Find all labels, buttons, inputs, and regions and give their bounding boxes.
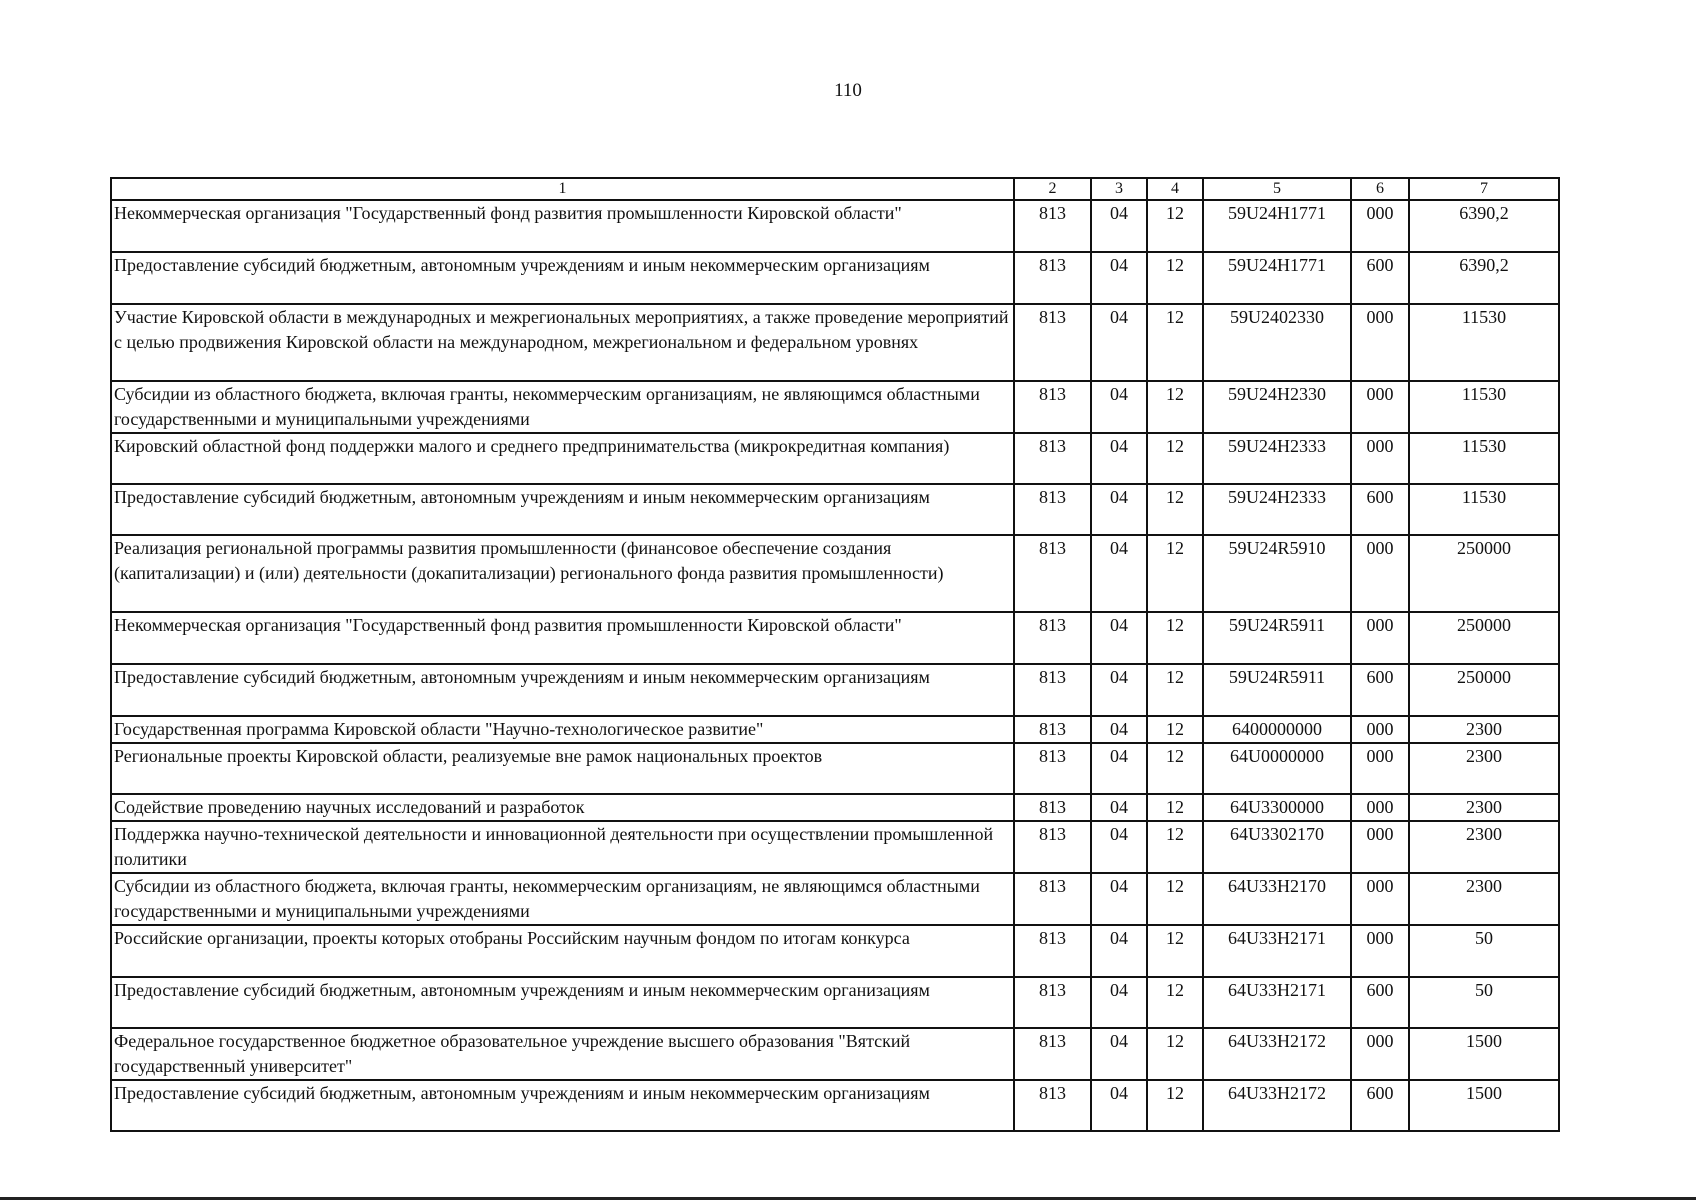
amount-cell: 50 <box>1409 925 1559 977</box>
section-cell: 04 <box>1091 664 1147 716</box>
gr-code-cell: 813 <box>1014 794 1091 821</box>
target-code-cell: 59U24H1771 <box>1203 252 1351 304</box>
expense-type-cell: 000 <box>1351 535 1409 612</box>
section-cell: 04 <box>1091 977 1147 1028</box>
target-code-cell: 6400000000 <box>1203 716 1351 743</box>
amount-cell: 2300 <box>1409 716 1559 743</box>
expense-type-cell: 600 <box>1351 484 1409 535</box>
name-cell: Российские организации, проекты которых отобраны Российским научным фондом по итогам конкурса <box>111 925 1014 977</box>
section-cell: 04 <box>1091 1028 1147 1080</box>
subsection-cell: 12 <box>1147 794 1203 821</box>
name-cell: Некоммерческая организация "Государственный фонд развития промышленности Кировской области" <box>111 200 1014 252</box>
target-code-cell: 59U2402330 <box>1203 304 1351 381</box>
table-row <box>111 873 1559 925</box>
header-cell-4: 4 <box>1147 178 1203 200</box>
header-cell-2: 2 <box>1014 178 1091 200</box>
subsection-cell: 12 <box>1147 433 1203 484</box>
expense-type-cell: 000 <box>1351 200 1409 252</box>
name-cell: Субсидии из областного бюджета, включая гранты, некоммерческим организациям, не являющимся областными государственными и муниципальными учреждениями <box>111 381 1014 433</box>
subsection-cell: 12 <box>1147 1080 1203 1131</box>
target-code-cell: 64U33H2171 <box>1203 925 1351 977</box>
subsection-cell: 12 <box>1147 925 1203 977</box>
section-cell: 04 <box>1091 873 1147 925</box>
section-cell: 04 <box>1091 821 1147 873</box>
name-cell: Региональные проекты Кировской области, реализуемые вне рамок национальных проектов <box>111 743 1014 794</box>
target-code-cell: 59U24H2330 <box>1203 381 1351 433</box>
target-code-cell: 59U24R5911 <box>1203 612 1351 664</box>
amount-cell: 6390,2 <box>1409 252 1559 304</box>
expense-type-cell: 000 <box>1351 433 1409 484</box>
amount-cell: 1500 <box>1409 1028 1559 1080</box>
gr-code-cell: 813 <box>1014 925 1091 977</box>
section-cell: 04 <box>1091 1080 1147 1131</box>
table-row <box>111 381 1559 433</box>
gr-code-cell: 813 <box>1014 1080 1091 1131</box>
name-cell: Предоставление субсидий бюджетным, автономным учреждениям и иным некоммерческим организациям <box>111 977 1014 1028</box>
header-cell-3: 3 <box>1091 178 1147 200</box>
table-row <box>111 716 1559 743</box>
header-cell-6: 6 <box>1351 178 1409 200</box>
table-row <box>111 664 1559 716</box>
target-code-cell: 64U33H2171 <box>1203 977 1351 1028</box>
expense-type-cell: 000 <box>1351 716 1409 743</box>
amount-cell: 250000 <box>1409 535 1559 612</box>
name-cell: Предоставление субсидий бюджетным, автономным учреждениям и иным некоммерческим организациям <box>111 484 1014 535</box>
gr-code-cell: 813 <box>1014 821 1091 873</box>
subsection-cell: 12 <box>1147 743 1203 794</box>
table-row <box>111 1028 1559 1080</box>
table-row <box>111 200 1559 252</box>
expense-type-cell: 000 <box>1351 821 1409 873</box>
expense-type-cell: 600 <box>1351 252 1409 304</box>
name-cell: Некоммерческая организация "Государственный фонд развития промышленности Кировской области" <box>111 612 1014 664</box>
amount-cell: 11530 <box>1409 304 1559 381</box>
gr-code-cell: 813 <box>1014 535 1091 612</box>
target-code-cell: 64U0000000 <box>1203 743 1351 794</box>
name-cell: Поддержка научно-технической деятельности и инновационной деятельности при осуществлении промышленной политики <box>111 821 1014 873</box>
section-cell: 04 <box>1091 433 1147 484</box>
amount-cell: 2300 <box>1409 821 1559 873</box>
subsection-cell: 12 <box>1147 252 1203 304</box>
subsection-cell: 12 <box>1147 381 1203 433</box>
gr-code-cell: 813 <box>1014 612 1091 664</box>
page-number: 110 <box>834 80 862 101</box>
expense-type-cell: 600 <box>1351 1080 1409 1131</box>
section-cell: 04 <box>1091 925 1147 977</box>
table-row <box>111 304 1559 381</box>
amount-cell: 2300 <box>1409 794 1559 821</box>
table-row <box>111 433 1559 484</box>
budget-table <box>110 177 1560 1132</box>
name-cell: Государственная программа Кировской области "Научно-технологическое развитие" <box>111 716 1014 743</box>
table-body <box>111 200 1559 1131</box>
table-row <box>111 1080 1559 1131</box>
name-cell: Предоставление субсидий бюджетным, автономным учреждениям и иным некоммерческим организациям <box>111 664 1014 716</box>
expense-type-cell: 000 <box>1351 794 1409 821</box>
subsection-cell: 12 <box>1147 716 1203 743</box>
amount-cell: 11530 <box>1409 433 1559 484</box>
target-code-cell: 59U24R5910 <box>1203 535 1351 612</box>
expense-type-cell: 000 <box>1351 304 1409 381</box>
table-row <box>111 821 1559 873</box>
target-code-cell: 59U24H2333 <box>1203 433 1351 484</box>
table-row <box>111 743 1559 794</box>
expense-type-cell: 000 <box>1351 612 1409 664</box>
table-row <box>111 925 1559 977</box>
expense-type-cell: 000 <box>1351 873 1409 925</box>
target-code-cell: 64U3302170 <box>1203 821 1351 873</box>
table-row <box>111 977 1559 1028</box>
name-cell: Федеральное государственное бюджетное образовательное учреждение высшего образования "Вятский государственный университет" <box>111 1028 1014 1080</box>
subsection-cell: 12 <box>1147 977 1203 1028</box>
name-cell: Реализация региональной программы развития промышленности (финансовое обеспечение создания (капитализации) и (или) деятельности (докапитализации) регионального фонда развития промышленности) <box>111 535 1014 612</box>
target-code-cell: 64U33H2172 <box>1203 1028 1351 1080</box>
amount-cell: 250000 <box>1409 664 1559 716</box>
header-cell-5: 5 <box>1203 178 1351 200</box>
header-cell-7: 7 <box>1409 178 1559 200</box>
expense-type-cell: 600 <box>1351 664 1409 716</box>
subsection-cell: 12 <box>1147 821 1203 873</box>
gr-code-cell: 813 <box>1014 433 1091 484</box>
section-cell: 04 <box>1091 304 1147 381</box>
amount-cell: 50 <box>1409 977 1559 1028</box>
amount-cell: 250000 <box>1409 612 1559 664</box>
expense-type-cell: 000 <box>1351 925 1409 977</box>
table-row <box>111 484 1559 535</box>
gr-code-cell: 813 <box>1014 1028 1091 1080</box>
section-cell: 04 <box>1091 484 1147 535</box>
amount-cell: 2300 <box>1409 873 1559 925</box>
subsection-cell: 12 <box>1147 535 1203 612</box>
subsection-cell: 12 <box>1147 612 1203 664</box>
gr-code-cell: 813 <box>1014 664 1091 716</box>
target-code-cell: 64U33H2170 <box>1203 873 1351 925</box>
target-code-cell: 59U24R5911 <box>1203 664 1351 716</box>
gr-code-cell: 813 <box>1014 304 1091 381</box>
subsection-cell: 12 <box>1147 200 1203 252</box>
amount-cell: 11530 <box>1409 484 1559 535</box>
table-row <box>111 252 1559 304</box>
header-cell-1: 1 <box>111 178 1014 200</box>
subsection-cell: 12 <box>1147 304 1203 381</box>
table-row <box>111 535 1559 612</box>
gr-code-cell: 813 <box>1014 716 1091 743</box>
expense-type-cell: 600 <box>1351 977 1409 1028</box>
gr-code-cell: 813 <box>1014 977 1091 1028</box>
subsection-cell: 12 <box>1147 1028 1203 1080</box>
gr-code-cell: 813 <box>1014 484 1091 535</box>
gr-code-cell: 813 <box>1014 873 1091 925</box>
name-cell: Участие Кировской области в международных и межрегиональных мероприятиях, а также проведение мероприятий с целью продвижения Кировской области на международном, межрегиональном и федеральном уровнях <box>111 304 1014 381</box>
table-row <box>111 612 1559 664</box>
table-row <box>111 794 1559 821</box>
target-code-cell: 59U24H2333 <box>1203 484 1351 535</box>
gr-code-cell: 813 <box>1014 200 1091 252</box>
amount-cell: 1500 <box>1409 1080 1559 1131</box>
section-cell: 04 <box>1091 535 1147 612</box>
expense-type-cell: 000 <box>1351 381 1409 433</box>
gr-code-cell: 813 <box>1014 743 1091 794</box>
expense-type-cell: 000 <box>1351 743 1409 794</box>
amount-cell: 6390,2 <box>1409 200 1559 252</box>
section-cell: 04 <box>1091 743 1147 794</box>
section-cell: 04 <box>1091 612 1147 664</box>
amount-cell: 2300 <box>1409 743 1559 794</box>
gr-code-cell: 813 <box>1014 381 1091 433</box>
subsection-cell: 12 <box>1147 484 1203 535</box>
expense-type-cell: 000 <box>1351 1028 1409 1080</box>
section-cell: 04 <box>1091 252 1147 304</box>
name-cell: Предоставление субсидий бюджетным, автономным учреждениям и иным некоммерческим организациям <box>111 1080 1014 1131</box>
amount-cell: 11530 <box>1409 381 1559 433</box>
section-cell: 04 <box>1091 716 1147 743</box>
name-cell: Субсидии из областного бюджета, включая гранты, некоммерческим организациям, не являющимся областными государственными и муниципальными учреждениями <box>111 873 1014 925</box>
name-cell: Предоставление субсидий бюджетным, автономным учреждениям и иным некоммерческим организациям <box>111 252 1014 304</box>
gr-code-cell: 813 <box>1014 252 1091 304</box>
name-cell: Содействие проведению научных исследований и разработок <box>111 794 1014 821</box>
target-code-cell: 64U33H2172 <box>1203 1080 1351 1131</box>
section-cell: 04 <box>1091 381 1147 433</box>
header-row <box>111 178 1559 200</box>
target-code-cell: 59U24H1771 <box>1203 200 1351 252</box>
subsection-cell: 12 <box>1147 664 1203 716</box>
target-code-cell: 64U3300000 <box>1203 794 1351 821</box>
section-cell: 04 <box>1091 200 1147 252</box>
subsection-cell: 12 <box>1147 873 1203 925</box>
section-cell: 04 <box>1091 794 1147 821</box>
name-cell: Кировский областной фонд поддержки малого и среднего предпринимательства (микрокредитная компания) <box>111 433 1014 484</box>
